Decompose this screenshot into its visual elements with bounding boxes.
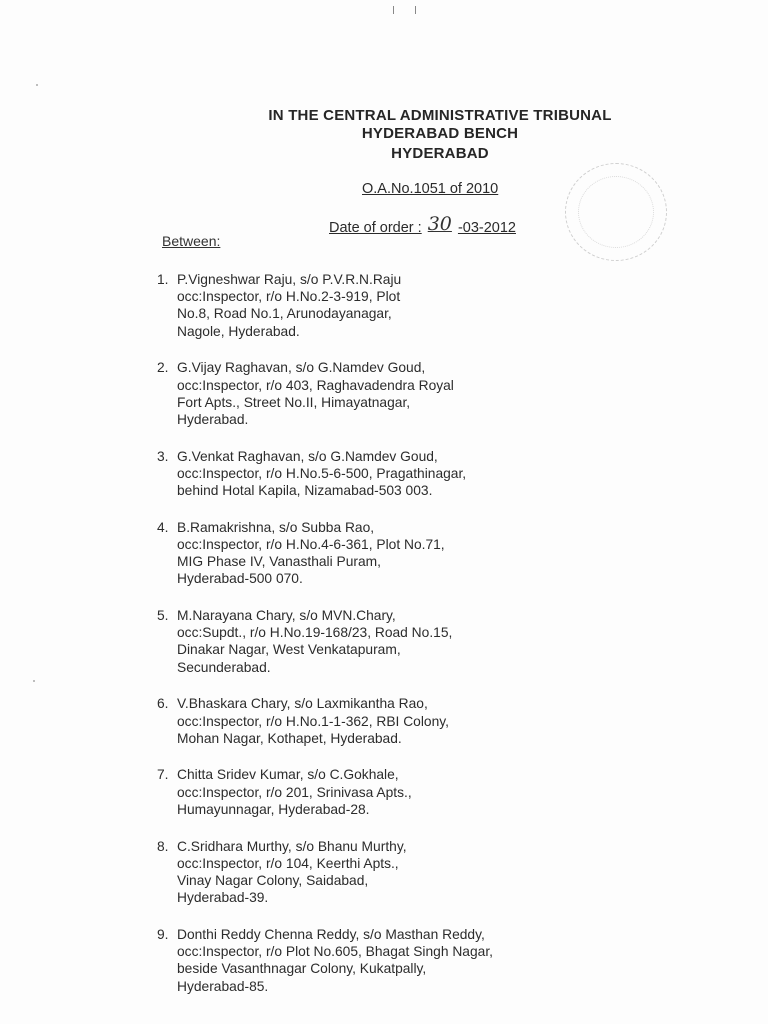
party-entry xyxy=(150,359,550,428)
party-number: 1. xyxy=(157,272,169,287)
party-entry xyxy=(150,695,550,747)
party-number: 5. xyxy=(157,608,169,624)
scan-mark xyxy=(415,6,416,14)
party-line: Nagole, Hyderabad. xyxy=(177,323,300,339)
party-line: Hyderabad-85. xyxy=(177,978,269,994)
party-line: occ:Inspector, r/o H.No.1-1-362, RBI Colony, xyxy=(177,713,449,729)
party-line: occ:Inspector, r/o Plot No.605, Bhagat Singh Nagar, xyxy=(177,944,493,960)
party-line: occ:Inspector, r/o H.No.5-6-500, Pragathinagar, xyxy=(177,465,467,481)
party-line: P.Vigneshwar Raju, s/o P.V.R.N.Raju xyxy=(177,272,402,287)
party-line: Hyderabad. xyxy=(177,411,249,427)
party-line: B.Ramakrishna, s/o Subba Rao, xyxy=(177,519,375,535)
party-line: Mohan Nagar, Kothapet, Hyderabad. xyxy=(177,730,402,746)
party-line: Fort Apts., Street No.II, Himayatnagar, xyxy=(177,394,411,410)
party-line: Secunderabad. xyxy=(177,659,271,675)
party-line: Vinay Nagar Colony, Saidabad, xyxy=(177,872,369,888)
party-line: behind Hotal Kapila, Nizamabad-503 003. xyxy=(177,483,433,499)
tribunal-name: IN THE CENTRAL ADMINISTRATIVE TRIBUNAL xyxy=(268,107,612,124)
party-line: occ:Inspector, r/o 104, Keerthi Apts., xyxy=(177,855,399,871)
party-number: 3. xyxy=(157,448,169,464)
party-entry xyxy=(150,519,550,588)
party-line: occ:Inspector, r/o 201, Srinivasa Apts., xyxy=(177,784,412,800)
scan-speck xyxy=(36,84,38,86)
scan-speck xyxy=(33,680,35,682)
order-date-month-year: -03-2012 xyxy=(457,220,516,236)
party-line: Humayunnagar, Hyderabad-28. xyxy=(177,801,370,817)
party-entry xyxy=(150,271,550,340)
party-number: 2. xyxy=(157,360,169,376)
party-entry xyxy=(150,766,550,818)
party-line: occ:Supdt., r/o H.No.19-168/23, Road No.15, xyxy=(177,625,453,641)
parties-list xyxy=(150,271,550,1014)
party-line: No.8, Road No.1, Arunodayanagar, xyxy=(177,306,392,322)
party-number: 9. xyxy=(157,926,169,942)
party-line: G.Vijay Raghavan, s/o G.Namdev Goud, xyxy=(177,360,426,376)
party-line: V.Bhaskara Chary, s/o Laxmikantha Rao, xyxy=(177,696,428,712)
party-line: Chitta Sridev Kumar, s/o C.Gokhale, xyxy=(177,767,399,783)
party-entry xyxy=(150,448,550,500)
case-number: O.A.No.1051 of 2010 xyxy=(362,181,499,197)
court-seal-inner-ring xyxy=(578,176,654,248)
between-label: Between: xyxy=(162,233,221,249)
party-number: 6. xyxy=(157,696,169,712)
party-number: 8. xyxy=(157,838,169,854)
party-entry xyxy=(150,926,550,995)
party-line: M.Narayana Chary, s/o MVN.Chary, xyxy=(177,608,396,624)
party-line: beside Vasanthnagar Colony, Kukatpally, xyxy=(177,961,427,977)
party-line: Donthi Reddy Chenna Reddy, s/o Masthan Reddy, xyxy=(177,926,485,942)
party-entry xyxy=(150,607,550,676)
party-line: C.Sridhara Murthy, s/o Bhanu Murthy, xyxy=(177,838,407,854)
scan-mark xyxy=(393,6,394,14)
party-line: MIG Phase IV, Vanasthali Puram, xyxy=(177,554,381,570)
order-date xyxy=(329,215,516,237)
party-line: occ:Inspector, r/o H.No.2-3-919, Plot xyxy=(177,289,401,305)
party-line: occ:Inspector, r/o H.No.4-6-361, Plot No.71, xyxy=(177,536,445,552)
bench-city: HYDERABAD xyxy=(391,145,489,162)
party-line: occ:Inspector, r/o 403, Raghavadendra Royal xyxy=(177,377,454,393)
order-date-label: Date of order : xyxy=(329,220,422,236)
order-date-handwritten-day: 30 xyxy=(427,213,452,235)
party-line: Hyderabad-39. xyxy=(177,890,269,906)
party-number: 4. xyxy=(157,519,169,535)
party-line: Dinakar Nagar, West Venkatapuram, xyxy=(177,642,401,658)
party-entry xyxy=(150,838,550,907)
party-line: Hyderabad-500 070. xyxy=(177,571,303,587)
party-number: 7. xyxy=(157,767,169,783)
party-line: G.Venkat Raghavan, s/o G.Namdev Goud, xyxy=(177,448,438,464)
bench-name: HYDERABAD BENCH xyxy=(361,125,519,142)
